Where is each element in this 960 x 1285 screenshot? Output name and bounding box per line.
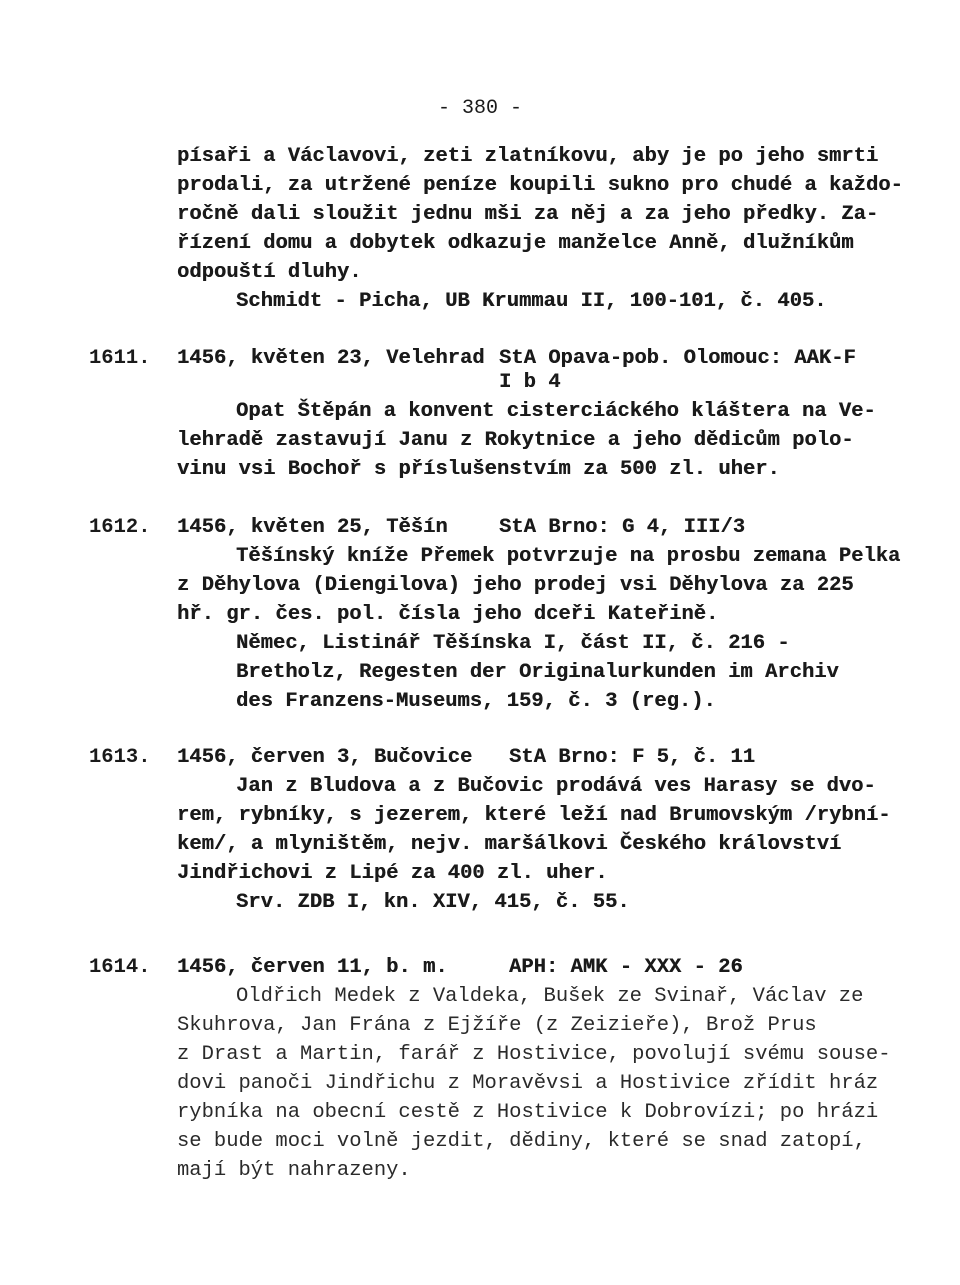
entry-number: 1612. [89,516,151,539]
intro-line-1: písaři a Václavovi, zeti zlatníkovu, aby je po jeho smrti [177,145,879,168]
entry-text-line: rem, rybníky, s jezerem, které leží nad Brumovským /rybní- [177,804,891,827]
entry-archive: StA Brno: G 4, III/3 [499,516,746,539]
intro-citation: Schmidt - Picha, UB Krummau II, 100-101, č. 405. [236,290,827,313]
entry-archive: StA Opava-pob. Olomouc: AAK-F [499,347,856,370]
entry-text-line: Těšínský kníže Přemek potvrzuje na prosbu zemana Pelka [236,545,901,568]
entry-citation: Němec, Listinář Těšínska I, část II, č. 216 - [236,632,790,655]
entry-header: 1456, květen 23, Velehrad [177,347,485,370]
entry-text-line: dovi panoči Jindřichu z Moravěvsi a Hostivice zřídit hráz [177,1072,879,1095]
entry-number: 1614. [89,956,151,979]
entry-header: 1456, červen 11, b. m. [177,956,448,979]
entry-archive: StA Brno: F 5, č. 11 [509,746,756,769]
entry-citation: Bretholz, Regesten der Originalurkunden im Archiv [236,661,839,684]
intro-line-3: ročně dali sloužit jednu mši za něj a za jeho předky. Za- [177,203,879,226]
entry-text-line: Opat Štěpán a konvent cisterciáckého kláštera na Ve- [236,400,876,423]
entry-text-line: kem/, a mlyništěm, nejv. maršálkovi Českého království [177,833,842,856]
entry-text-line: se bude moci volně jezdit, dědiny, které se snad zatopí, [177,1130,866,1153]
entry-citation: Srv. ZDB I, kn. XIV, 415, č. 55. [236,891,630,914]
entry-archive: APH: AMK - XXX - 26 [509,956,743,979]
entry-archive-cont: I b 4 [499,371,561,394]
entry-text-line: rybníka na obecní cestě z Hostivice k Dobrovízi; po hrázi [177,1101,879,1124]
entry-text-line: Jan z Bludova a z Bučovic prodává ves Harasy se dvo- [236,775,876,798]
entry-citation: des Franzens-Museums, 159, č. 3 (reg.). [236,690,716,713]
entry-text-line: z Drast a Martin, farář z Hostivice, povolují svému souse- [177,1043,891,1066]
intro-line-4: řízení domu a dobytek odkazuje manželce Anně, dlužníkům [177,232,854,255]
page-number: - 380 - [437,97,522,120]
entry-text-line: Jindřichovi z Lipé za 400 zl. uher. [177,862,608,885]
intro-line-5: odpouští dluhy. [177,261,362,284]
entry-text-line: z Děhylova (Diengilova) jeho prodej vsi Děhylova za 225 [177,574,854,597]
intro-line-2: prodali, za utržené peníze koupili sukno pro chudé a každo- [177,174,903,197]
entry-text-line: vinu vsi Bochoř s příslušenstvím za 500 zl. uher. [177,458,780,481]
entry-header: 1456, červen 3, Bučovice [177,746,473,769]
entry-text-line: mají být nahrazeny. [177,1159,411,1182]
entry-header: 1456, květen 25, Těšín [177,516,448,539]
entry-text-line: lehradě zastavují Janu z Rokytnice a jeho dědicům polo- [177,429,854,452]
entry-text-line: Skuhrova, Jan Frána z Ejžíře (z Zeizieře), Brož Prus [177,1014,817,1037]
entry-number: 1611. [89,347,151,370]
entry-text-line: Oldřich Medek z Valdeka, Bušek ze Svinař, Václav ze [236,985,864,1008]
entry-text-line: hř. gr. čes. pol. čísla jeho dceři Kateřině. [177,603,719,626]
entry-number: 1613. [89,746,151,769]
